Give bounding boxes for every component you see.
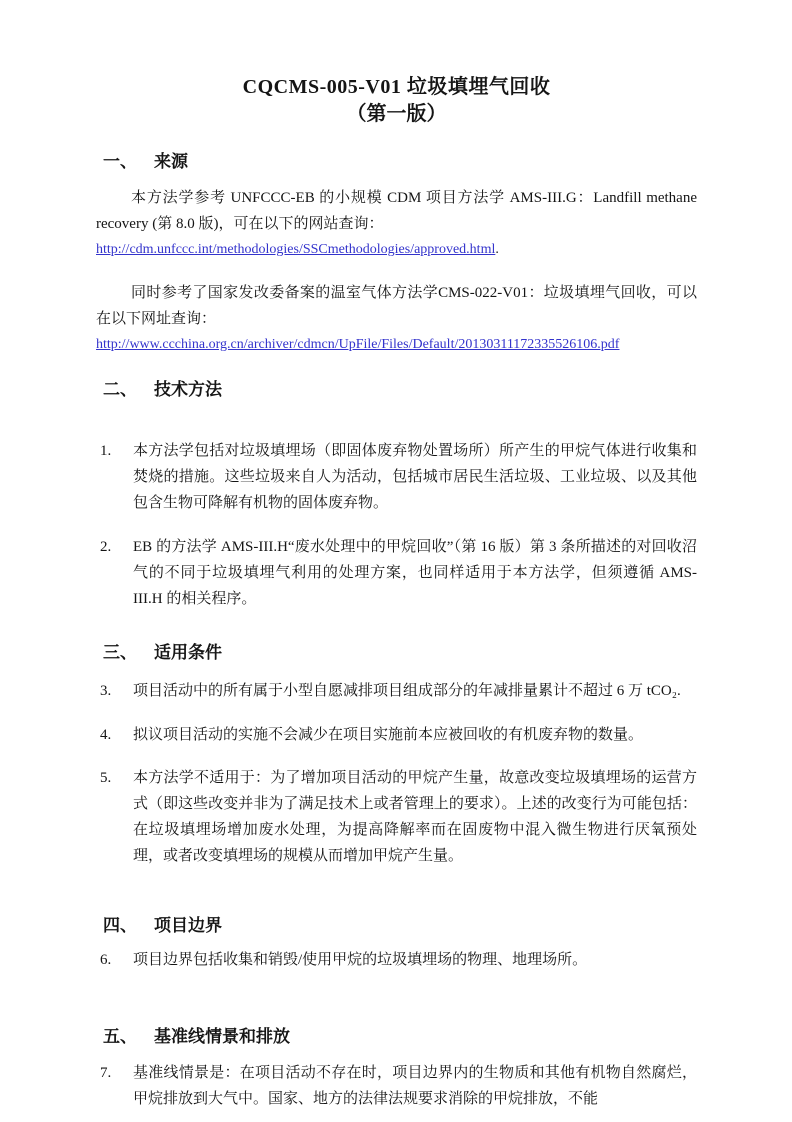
- paragraph-source-1: [96, 185, 697, 262]
- paragraph-text: 同时参考了国家发改委备案的温室气体方法学CMS-022-V01：垃圾填埋气回收，可以在以下网址查询：: [96, 285, 697, 327]
- list-item-1: [96, 438, 697, 516]
- list-item-7: [96, 1060, 697, 1112]
- item-number: 4.: [100, 727, 112, 743]
- url-line: [96, 332, 697, 357]
- link-suffix: .: [495, 242, 499, 257]
- section-title: 来源: [154, 152, 188, 171]
- section-number: 二、: [103, 380, 137, 399]
- item-text: 项目活动中的所有属于小型自愿减排项目组成部分的年减排量累计不超过 6 万 tCO₂.: [133, 683, 681, 699]
- item-text: 项目边界包括收集和销毁/使用甲烷的垃圾填埋场的物理、地理场所。: [133, 952, 588, 968]
- list-item-3: [96, 678, 697, 704]
- list-item-6: [96, 947, 697, 973]
- section-boundary-heading: [96, 914, 697, 938]
- list-item-4: [96, 722, 697, 748]
- document-subtitle: （第一版）: [346, 103, 447, 125]
- page-content: [96, 74, 697, 1112]
- item-number: 7.: [100, 1065, 112, 1081]
- section-title: 技术方法: [154, 380, 222, 399]
- section-number: 四、: [103, 916, 137, 935]
- section-number: 五、: [103, 1027, 137, 1046]
- url-line: [96, 237, 697, 262]
- section-title: 适用条件: [154, 643, 222, 662]
- section-baseline-heading: [96, 1025, 697, 1049]
- section-source-heading: [96, 150, 697, 174]
- item-text: 拟议项目活动的实施不会减少在项目实施前本应被回收的有机废弃物的数量。: [133, 727, 644, 743]
- section-method-heading: [96, 378, 697, 402]
- item-text: 本方法学不适用于：为了增加项目活动的甲烷产生量，故意改变垃圾填埋场的运营方式（即这些改变并非为了满足技术上或者管理上的要求）。上述的改变行为可能包括：在垃圾填埋场增加废水处理，为提高降解率而在固废物中混入微生物进行厌氧预处理，或者改变填埋场的规模从而增加甲烷产生量。: [133, 770, 697, 864]
- item-number: 6.: [100, 952, 112, 968]
- item-number: 2.: [100, 539, 112, 555]
- item-text: 本方法学包括对垃圾填埋场（即固体废弃物处置场所）所产生的甲烷气体进行收集和焚烧的措施。这些垃圾来自人为活动，包括城市居民生活垃圾、工业垃圾、以及其他包含生物可降解有机物的固体废弃物。: [133, 443, 697, 511]
- section-number: 三、: [103, 643, 137, 662]
- section-title: 项目边界: [154, 916, 222, 935]
- list-item-2: [96, 534, 697, 612]
- methodology-link-ccchina[interactable]: http://www.ccchina.org.cn/archiver/cdmcn/UpFile/Files/Default/20130311172335526106.pdf: [96, 337, 620, 352]
- list-item-5: [96, 765, 697, 869]
- paragraph-text: 本方法学参考 UNFCCC-EB 的小规模 CDM 项目方法学 AMS-III.G：Landfill methane recovery (第 8.0 版)，可在以下的网站查询：: [96, 190, 697, 232]
- document-title: CQCMS-005-V01 垃圾填埋气回收: [242, 76, 551, 98]
- item-text: 基准线情景是：在项目活动不存在时，项目边界内的生物质和其他有机物自然腐烂，甲烷排放到大气中。国家、地方的法律法规要求消除的甲烷排放，不能: [133, 1065, 697, 1107]
- section-title: 基准线情景和排放: [154, 1027, 290, 1046]
- item-number: 1.: [100, 443, 112, 459]
- methodology-link-unfccc[interactable]: http://cdm.unfccc.int/methodologies/SSCmethodologies/approved.html: [96, 242, 496, 257]
- item-number: 5.: [100, 770, 112, 786]
- item-text: EB 的方法学 AMS-III.H“废水处理中的甲烷回收”（第 16 版）第 3 条所描述的对回收沼气的不同于垃圾填埋气利用的处理方案，也同样适用于本方法学，但须遵循 AMS-III.H 的相关程序。: [133, 539, 697, 607]
- section-conditions-heading: [96, 641, 697, 665]
- section-number: 一、: [103, 152, 137, 171]
- item-number: 3.: [100, 683, 112, 699]
- paragraph-source-2: [96, 280, 697, 357]
